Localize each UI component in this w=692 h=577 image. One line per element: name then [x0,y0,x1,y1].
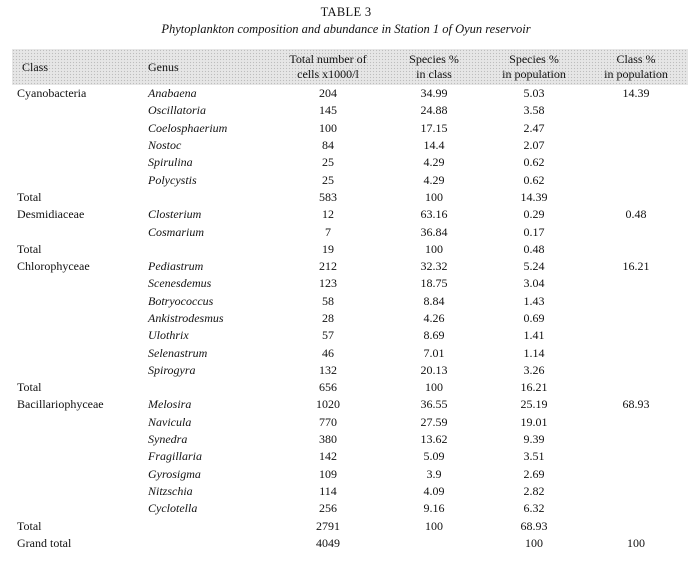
table-row [12,344,688,361]
table-row [12,310,688,327]
cell-class [12,137,140,154]
cell-class [12,171,140,188]
cell-class-in-population [584,362,688,379]
cell-genus: Spirulina [148,155,193,170]
cell-class [12,120,140,137]
cell-total-cells: 204 [319,86,337,101]
cell-species-in-population: 1.41 [523,328,545,343]
table-label: TABLE 3 [320,5,372,19]
cell-species-in-population: 2.82 [523,483,545,498]
cell-genus: Spirogyra [148,362,196,377]
cell-species-in-class: 18.75 [420,276,448,291]
cell-genus: Nostoc [148,138,182,153]
cell-class [12,327,140,344]
cell-species-in-class: 4.29 [423,172,445,187]
cell-class [12,154,140,171]
cell-class-in-population [584,293,688,310]
cell-species-in-class: 27.59 [420,414,448,429]
cell-class: Total [17,518,42,533]
header-row [12,49,688,85]
cell-total-cells: 583 [319,189,337,204]
cell-genus: Cosmarium [148,224,205,239]
cell-species-in-class: 100 [425,241,443,256]
cell-species-in-class: 8.84 [423,293,445,308]
cell-species-in-population: 0.62 [523,155,545,170]
cell-class [12,466,140,483]
header-total-cells: Total number of cells x1000/l [289,52,367,81]
table-row [12,85,688,102]
cell-species-in-population: 3.04 [523,276,545,291]
cell-total-cells: 2791 [316,518,340,533]
cell-genus [140,241,272,258]
cell-total-cells: 46 [322,345,334,360]
cell-class: Grand total [17,535,72,550]
cell-total-cells: 212 [319,259,337,274]
cell-class: Total [17,189,42,204]
cell-class: Total [17,241,42,256]
cell-species-in-class: 4.29 [423,155,445,170]
table-row [12,483,688,500]
header-genus: Genus [148,59,179,74]
cell-class-in-population [584,310,688,327]
table-body [12,85,688,552]
cell-genus: Botryococcus [148,293,214,308]
cell-genus [140,535,272,552]
cell-genus [140,517,272,534]
cell-species-in-class [384,535,484,552]
cell-class: Chlorophyceae [17,259,90,274]
cell-species-in-population: 2.07 [523,138,545,153]
cell-species-in-population: 1.43 [523,293,545,308]
phytoplankton-table [12,49,688,552]
cell-total-cells: 12 [322,207,334,222]
cell-class-in-population: 100 [627,535,645,550]
table-row [12,171,688,188]
cell-species-in-population: 3.26 [523,362,545,377]
cell-genus: Fragillaria [148,449,203,464]
cell-genus: Cyclotella [148,501,198,516]
cell-class-in-population [584,431,688,448]
cell-class-in-population [584,241,688,258]
cell-species-in-class: 32.32 [420,259,448,274]
header-species-in-population: Species % in population [502,52,566,81]
cell-genus: Ankistrodesmus [148,311,224,325]
cell-species-in-class: 24.88 [420,103,448,118]
table-row [12,258,688,275]
cell-class [12,344,140,361]
cell-species-in-class: 9.16 [423,501,445,516]
cell-class [12,448,140,465]
cell-total-cells: 114 [319,483,337,498]
cell-species-in-class: 5.09 [423,449,445,464]
cell-class-in-population: 14.39 [622,86,650,101]
cell-species-in-class: 36.55 [420,397,448,412]
table-row [12,293,688,310]
cell-genus [140,189,272,206]
cell-species-in-population: 25.19 [520,397,548,412]
cell-species-in-class: 36.84 [420,224,448,239]
cell-class-in-population [584,275,688,292]
cell-genus: Navicula [148,414,192,429]
table-row [12,137,688,154]
cell-total-cells: 4049 [316,535,340,550]
table-row [12,379,688,396]
cell-class-in-population: 16.21 [622,259,650,274]
table-row [12,206,688,223]
cell-species-in-class: 63.16 [420,207,448,222]
cell-class [12,293,140,310]
table-row [12,275,688,292]
cell-class-in-population [584,171,688,188]
cell-class [12,362,140,379]
cell-species-in-class: 17.15 [420,120,448,135]
cell-genus: Polycystis [148,172,197,187]
cell-total-cells: 25 [322,155,334,170]
header-class-in-population: Class % in population [604,52,668,81]
cell-species-in-population: 0.48 [523,241,545,256]
cell-class-in-population [584,327,688,344]
cell-genus: Melosira [148,397,192,412]
table-row [12,241,688,258]
cell-class [12,431,140,448]
table-row [12,448,688,465]
cell-class-in-population [584,414,688,431]
cell-species-in-population: 5.24 [523,259,545,274]
cell-total-cells: 770 [319,414,337,429]
cell-species-in-class: 4.26 [423,311,445,325]
cell-genus: Closterium [148,207,202,222]
cell-genus: Pediastrum [148,259,204,274]
cell-class-in-population [584,102,688,119]
cell-genus: Anabaena [148,86,197,101]
cell-species-in-population: 1.14 [523,345,545,360]
cell-class-in-population: 68.93 [622,397,650,412]
cell-species-in-population: 19.01 [520,414,548,429]
cell-total-cells: 1020 [316,397,340,412]
cell-species-in-class: 100 [425,189,443,204]
table-row [12,223,688,240]
cell-class: Bacillariophyceae [17,397,104,412]
cell-species-in-population: 3.58 [523,103,545,118]
cell-species-in-population: 16.21 [520,380,548,395]
cell-species-in-population: 2.47 [523,120,545,135]
cell-species-in-population: 6.32 [523,501,545,516]
cell-genus: Selenastrum [148,345,208,360]
cell-class-in-population [584,466,688,483]
cell-class-in-population [584,154,688,171]
cell-class-in-population [584,500,688,517]
table-row [12,396,688,413]
cell-species-in-population: 0.62 [523,172,545,187]
cell-total-cells: 25 [322,172,334,187]
cell-total-cells: 19 [322,241,334,256]
cell-class [12,275,140,292]
cell-class [12,483,140,500]
header-species-in-class: Species % in class [409,52,459,81]
cell-class [12,414,140,431]
cell-total-cells: 109 [319,466,337,481]
header-class: Class [22,59,49,74]
cell-species-in-class: 14.4 [423,138,445,153]
cell-total-cells: 7 [325,224,331,239]
cell-class [12,310,140,327]
cell-class-in-population [584,223,688,240]
table-row [12,535,688,552]
cell-class [12,500,140,517]
cell-total-cells: 84 [322,138,334,153]
cell-total-cells: 256 [319,501,337,516]
cell-species-in-population: 9.39 [523,432,545,447]
cell-species-in-class: 4.09 [423,483,445,498]
table-row [12,120,688,137]
cell-class-in-population [584,517,688,534]
cell-total-cells: 142 [319,449,337,464]
cell-genus [140,379,272,396]
cell-total-cells: 380 [319,432,337,447]
table-header [12,49,688,85]
cell-class-in-population [584,344,688,361]
cell-class-in-population [584,189,688,206]
cell-species-in-population: 0.29 [523,207,545,222]
cell-class-in-population [584,448,688,465]
cell-class [12,102,140,119]
table-row [12,500,688,517]
cell-species-in-population: 2.69 [523,466,545,481]
cell-genus: Nitzschia [148,483,193,498]
table-row [12,517,688,534]
cell-total-cells: 132 [319,362,337,377]
cell-total-cells: 123 [319,276,337,291]
table-row [12,102,688,119]
cell-species-in-population: 0.17 [523,224,545,239]
cell-species-in-class: 7.01 [423,345,445,360]
cell-species-in-class: 3.9 [426,466,442,481]
cell-total-cells: 656 [319,380,337,395]
cell-class [12,223,140,240]
cell-total-cells: 57 [322,328,334,343]
cell-class-in-population [584,379,688,396]
table-row [12,189,688,206]
table-row [12,362,688,379]
cell-species-in-population: 68.93 [520,518,548,533]
table-caption: Phytoplankton composition and abundance in Station 1 of Oyun reservoir [161,22,531,36]
cell-species-in-population: 100 [525,535,543,550]
table-row [12,154,688,171]
table-row [12,431,688,448]
cell-class: Cyanobacteria [17,86,87,101]
cell-genus: Gyrosigma [148,466,201,481]
cell-species-in-class: 34.99 [420,86,448,101]
cell-total-cells: 58 [322,293,334,308]
cell-class-in-population: 0.48 [625,207,647,222]
cell-total-cells: 28 [322,311,334,325]
cell-species-in-class: 100 [425,518,443,533]
cell-genus: Coelosphaerium [148,120,228,135]
table-row [12,327,688,344]
cell-species-in-class: 13.62 [420,432,448,447]
cell-class-in-population [584,137,688,154]
cell-class-in-population [584,120,688,137]
cell-class: Desmidiaceae [17,207,85,222]
cell-class-in-population [584,483,688,500]
table-row [12,414,688,431]
cell-total-cells: 100 [319,120,337,135]
cell-genus: Oscillatoria [148,103,207,118]
cell-species-in-population: 14.39 [520,189,548,204]
cell-class: Total [17,380,42,395]
cell-species-in-population: 5.03 [523,86,545,101]
cell-species-in-population: 3.51 [523,449,545,464]
cell-genus: Synedra [148,432,188,447]
cell-species-in-population: 0.69 [523,311,545,325]
cell-species-in-class: 20.13 [420,362,448,377]
cell-species-in-class: 100 [425,380,443,395]
table-row [12,466,688,483]
cell-genus: Ulothrix [148,328,189,343]
cell-genus: Scenesdemus [148,276,212,291]
cell-species-in-class: 8.69 [423,328,445,343]
cell-total-cells: 145 [319,103,337,118]
